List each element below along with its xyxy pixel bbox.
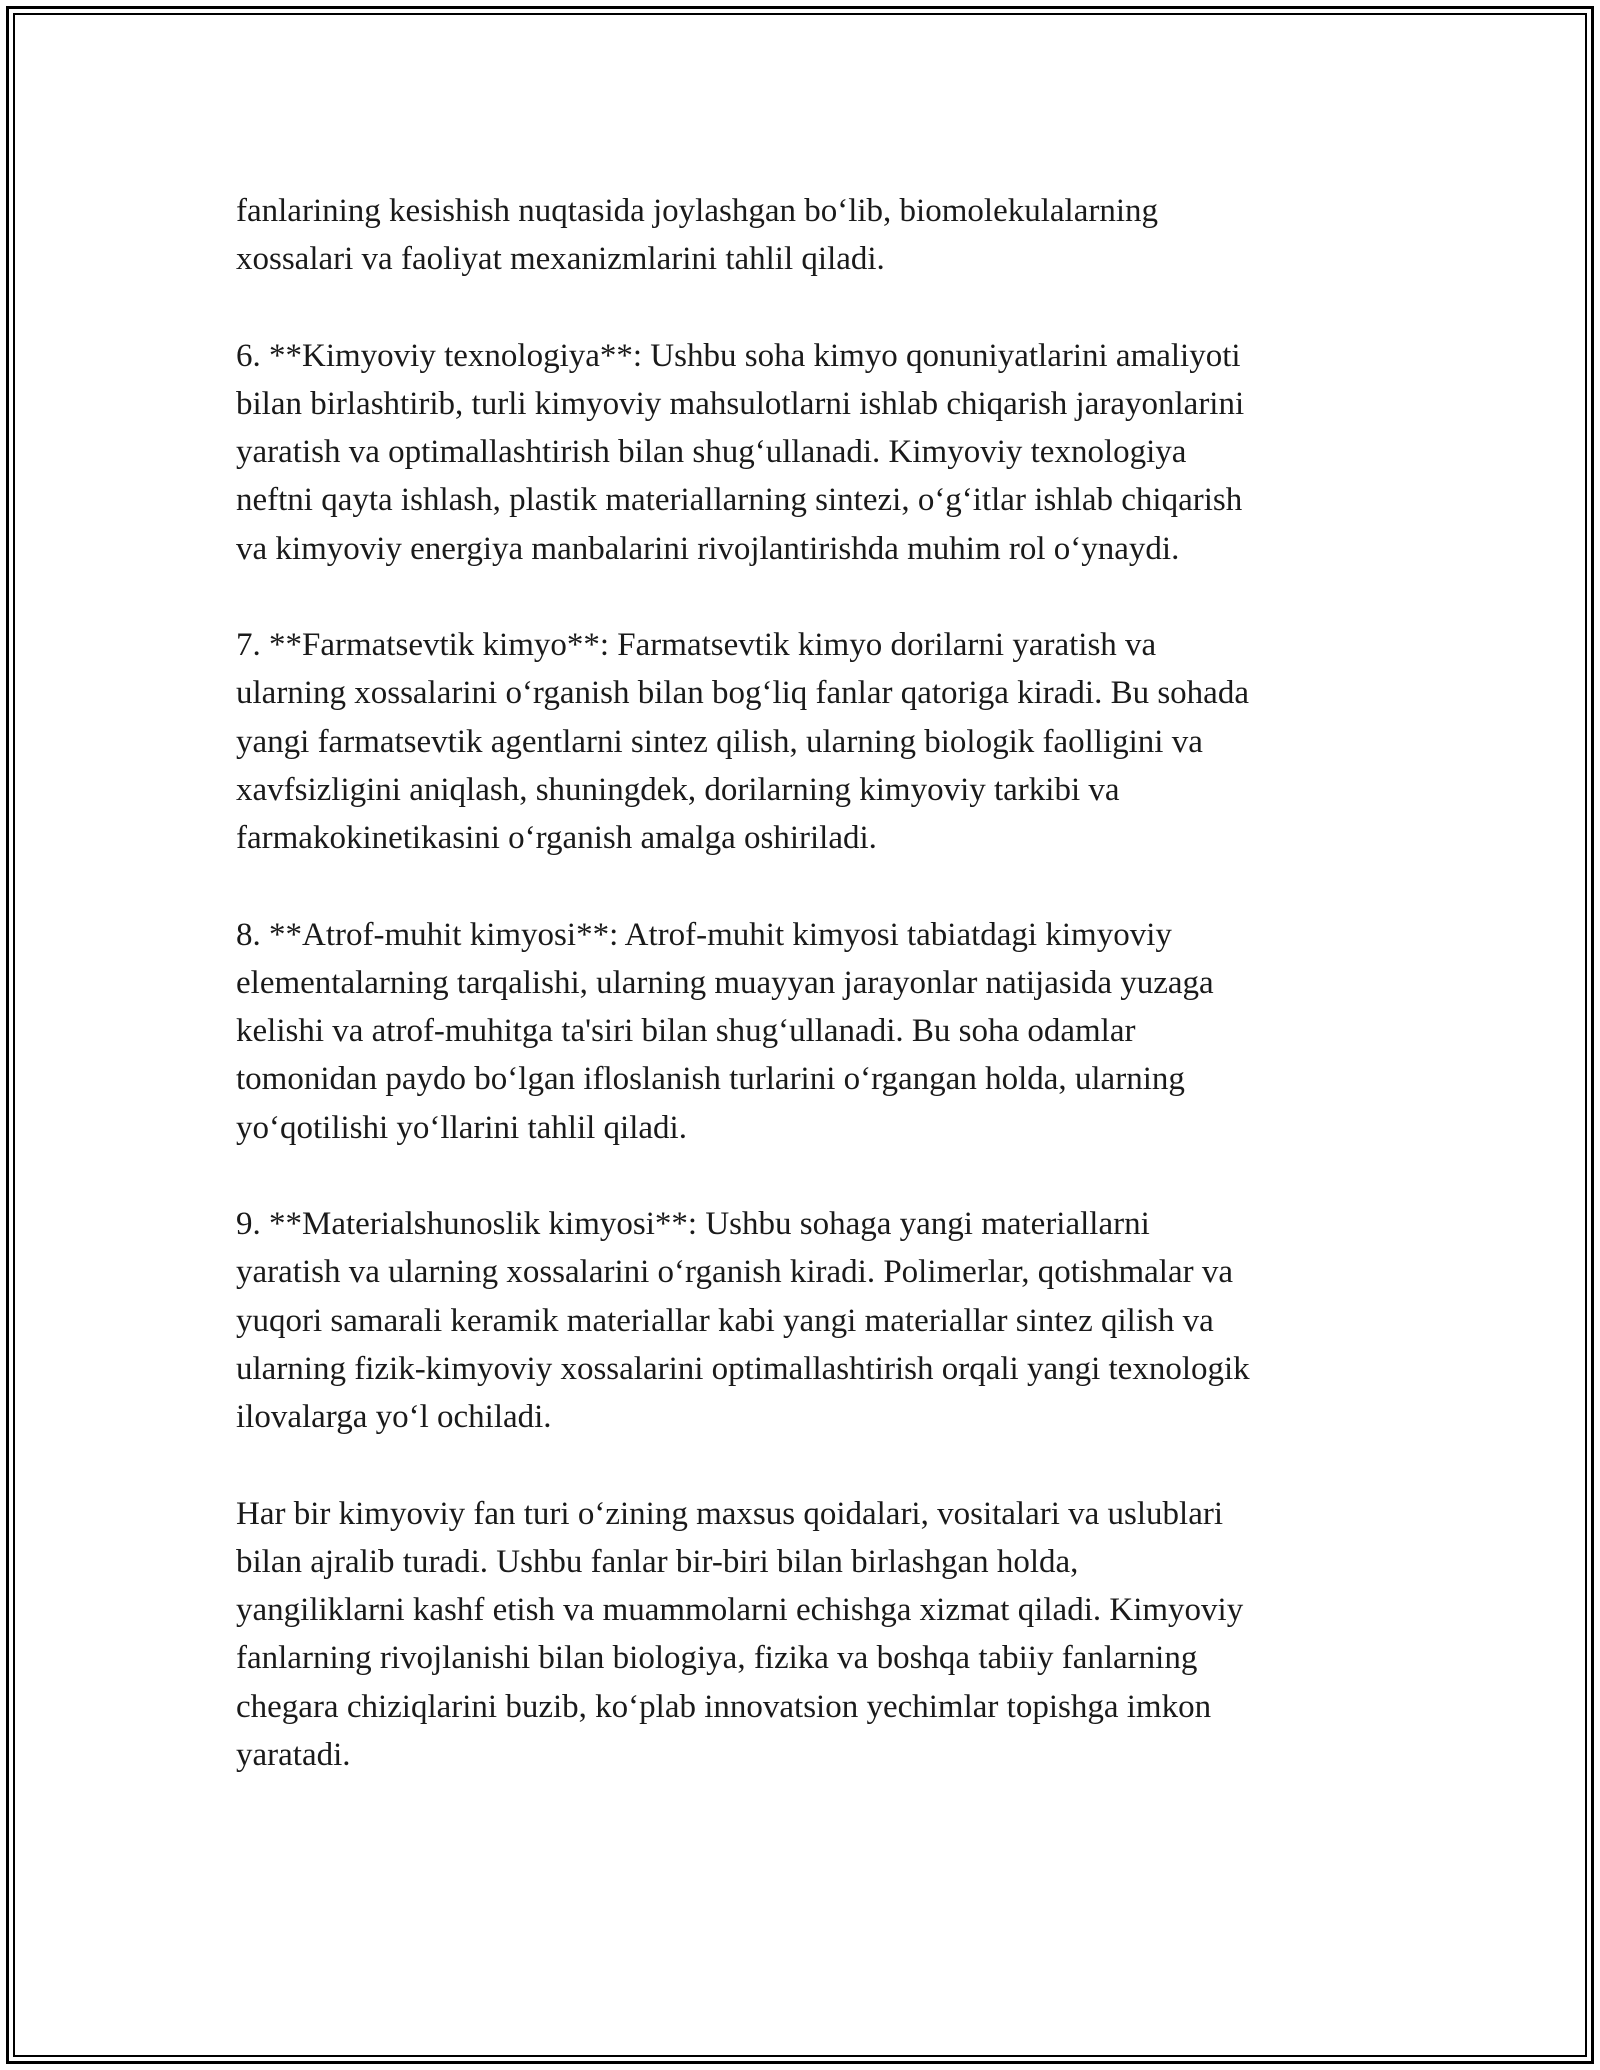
text-line: xavfsizligini aniqlash, shuningdek, dorilarning kimyoviy tarkibi va [236, 771, 1120, 808]
text-line: ilovalarga yo‘l ochiladi. [236, 1399, 552, 1436]
paragraph-item-7 [236, 621, 1366, 862]
text-line: bilan birlashtirib, turli kimyoviy mahsulotlarni ishlab chiqarish jarayonlarini [236, 385, 1245, 422]
text-line: va kimyoviy energiya manbalarini rivojlantirishda muhim rol o‘ynaydi. [236, 530, 1180, 567]
text-line: ularning fizik-kimyoviy xossalarini optimallashtirish orqali yangi texnologik [236, 1350, 1250, 1387]
text-line: yaratadi. [236, 1737, 351, 1774]
text-line: bilan ajralib turadi. Ushbu fanlar bir-biri bilan birlashgan holda, [236, 1543, 1079, 1580]
text-line: yangi farmatsevtik agentlarni sintez qilish, ularning biologik faolligini va [236, 723, 1203, 760]
document-body [236, 187, 1366, 1827]
text-line: ularning xossalarini o‘rganish bilan bog‘liq fanlar qatoriga kiradi. Bu sohada [236, 675, 1249, 712]
text-line: farmakokinetikasini o‘rganish amalga oshiriladi. [236, 820, 877, 857]
text-line: 9. **Materialshunoslik kimyosi**: Ushbu sohaga yangi materiallarni [236, 1206, 1150, 1243]
text-line: chegara chiziqlarini buzib, ko‘plab innovatsion yechimlar topishga imkon [236, 1688, 1212, 1725]
text-line: yuqori samarali keramik materiallar kabi yangi materiallar sintez qilish va [236, 1302, 1214, 1339]
paragraph-item-9 [236, 1200, 1366, 1441]
text-line: kelishi va atrof-muhitga ta'siri bilan shug‘ullanadi. Bu soha odamlar [236, 1013, 1136, 1050]
text-line: 7. **Farmatsevtik kimyo**: Farmatsevtik kimyo dorilarni yaratish va [236, 627, 1157, 664]
text-line: Har bir kimyoviy fan turi o‘zining maxsus qoidalari, vositalari va uslublari [236, 1495, 1224, 1532]
paragraph-conclusion [236, 1490, 1366, 1780]
paragraph-intro-continuation [236, 187, 1366, 284]
paragraph-item-6 [236, 332, 1366, 573]
text-line: elementalarning tarqalishi, ularning muayyan jarayonlar natijasida yuzaga [236, 964, 1214, 1001]
text-line: yaratish va optimallashtirish bilan shug‘ullanadi. Kimyoviy texnologiya [236, 434, 1187, 471]
text-line: tomonidan paydo bo‘lgan ifloslanish turlarini o‘rgangan holda, ularning [236, 1061, 1185, 1098]
text-line: neftni qayta ishlash, plastik materiallarning sintezi, o‘g‘itlar ishlab chiqarish [236, 482, 1243, 519]
text-line: yangiliklarni kashf etish va muammolarni echishga xizmat qiladi. Kimyoviy [236, 1592, 1244, 1629]
text-line: xossalari va faoliyat mexanizmlarini tahlil qiladi. [236, 241, 885, 278]
text-line: fanlarining kesishish nuqtasida joylashgan bo‘lib, biomolekulalarning [236, 193, 1159, 229]
text-line: yo‘qotilishi yo‘llarini tahlil qiladi. [236, 1109, 687, 1146]
text-line: 6. **Kimyoviy texnologiya**: Ushbu soha kimyo qonuniyatlarini amaliyoti [236, 337, 1241, 374]
paragraph-item-8 [236, 911, 1366, 1152]
text-line: 8. **Atrof-muhit kimyosi**: Atrof-muhit kimyosi tabiatdagi kimyoviy [236, 916, 1172, 953]
text-line: fanlarning rivojlanishi bilan biologiya, fizika va boshqa tabiiy fanlarning [236, 1640, 1198, 1677]
text-line: yaratish va ularning xossalarini o‘rganish kiradi. Polimerlar, qotishmalar va [236, 1254, 1233, 1291]
